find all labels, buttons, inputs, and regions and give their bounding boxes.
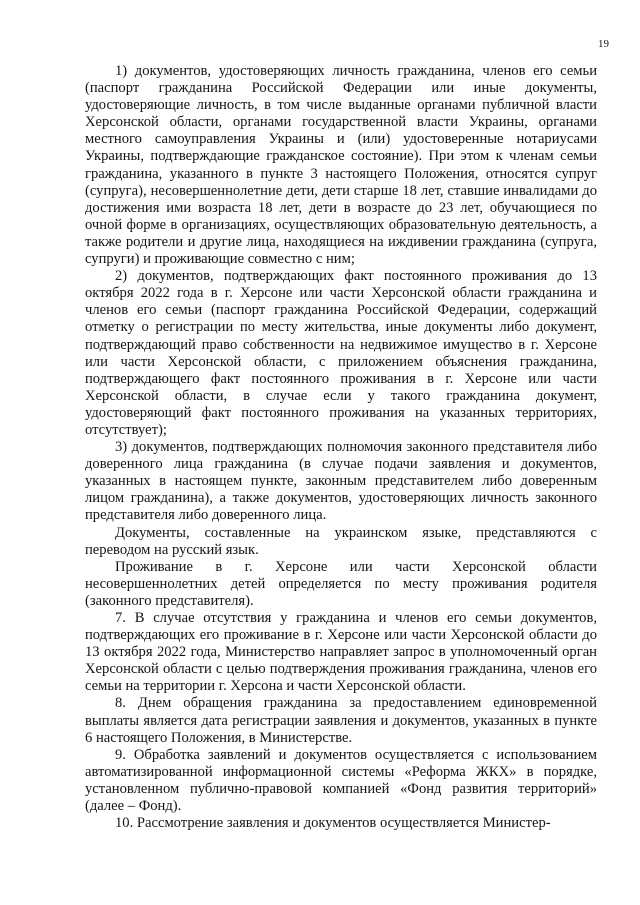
paragraph-item-3-representative-documents: 3) документов, подтверждающих полномочия законного представителя либо доверенного лица гражданина (в случае подачи заявления и документов, указанных в настоящем пункте, законным представителем либо доверенным лицом гражданина), а также документов, удостоверяющих личность законного представителя либо доверенного лица.	[85, 439, 597, 524]
paragraph-clause-9: 9. Обработка заявлений и документов осуществляется с использованием автоматизированной информационной системы «Реформа ЖКХ» в порядке, установленном публично-правовой компанией «Фонд развития территорий» (далее – Фонд).	[85, 746, 597, 815]
paragraph-item-1-identity-documents: 1) документов, удостоверяющих личность гражданина, членов его семьи (паспорт гражданина Российской Федерации или иные документы, удостоверяющие личность, в том числе выданные органами публичной власти Херсонской области, органами государственной власти Украины, органами местного самоуправления Украины и (или) удостоверенные нотариусами Украины, подтверждающие гражданское состояние). При этом к членам семьи гражданина, указанного в пункте 3 настоящего Положения, относятся супруг (супруга), несовершеннолетние дети, дети старше 18 лет, ставшие инвалидами до достижения ими возраста 18 лет, дети в возрасте до 23 лет, обучающиеся по очной форме в организациях, осуществляющих образовательную деятельность, а также родители и другие лица, находящиеся на иждивении гражданина (супруга, супруги) и проживающие совместно с ним;	[85, 63, 597, 268]
paragraph-minors-residence: Проживание в г. Херсоне или части Херсонской области несовершеннолетних детей определяется по месту проживания родителя (законного представителя).	[85, 558, 597, 609]
paragraph-clause-10: 10. Рассмотрение заявления и документов осуществляется Министер-	[115, 815, 551, 832]
paragraph-ukrainian-translation: Документы, составленные на украинском языке, представляются с переводом на русский язык.	[85, 524, 597, 558]
paragraph-clause-7: 7. В случае отсутствия у гражданина и членов его семьи документов, подтверждающих его проживание в г. Херсоне или части Херсонской области до 13 октября 2022 года, Министерство направляет запрос в уполномоченный орган Херсонской области с целью подтверждения проживания гражданина, членов его семьи на территории г. Херсона и части Херсонской области.	[85, 610, 597, 695]
paragraph-clause-8: 8. Днем обращения гражданина за предоставлением единовременной выплаты является дата регистрации заявления и документов, указанных в пункте 6 настоящего Положения, в Министерстве.	[85, 695, 597, 746]
page-number: 19	[598, 38, 609, 50]
document-body	[85, 63, 597, 832]
paragraph-item-2-residence-documents: 2) документов, подтверждающих факт постоянного проживания до 13 октября 2022 года в г. Херсоне или части Херсонской области гражданина и членов его семьи (паспорт гражданина Российской Федерации, содержащий отметку о регистрации по месту жительства, иные документы либо документ, подтверждающий право собственности на недвижимое имущество в г. Херсоне или части Херсонской области, с приложением объяснения гражданина, подтверждающего факт постоянного проживания в г. Херсоне или части Херсонской области, в случае если у такого гражданина документ, удостоверяющий факт постоянного проживания на указанных территориях, отсутствует);	[85, 268, 597, 438]
